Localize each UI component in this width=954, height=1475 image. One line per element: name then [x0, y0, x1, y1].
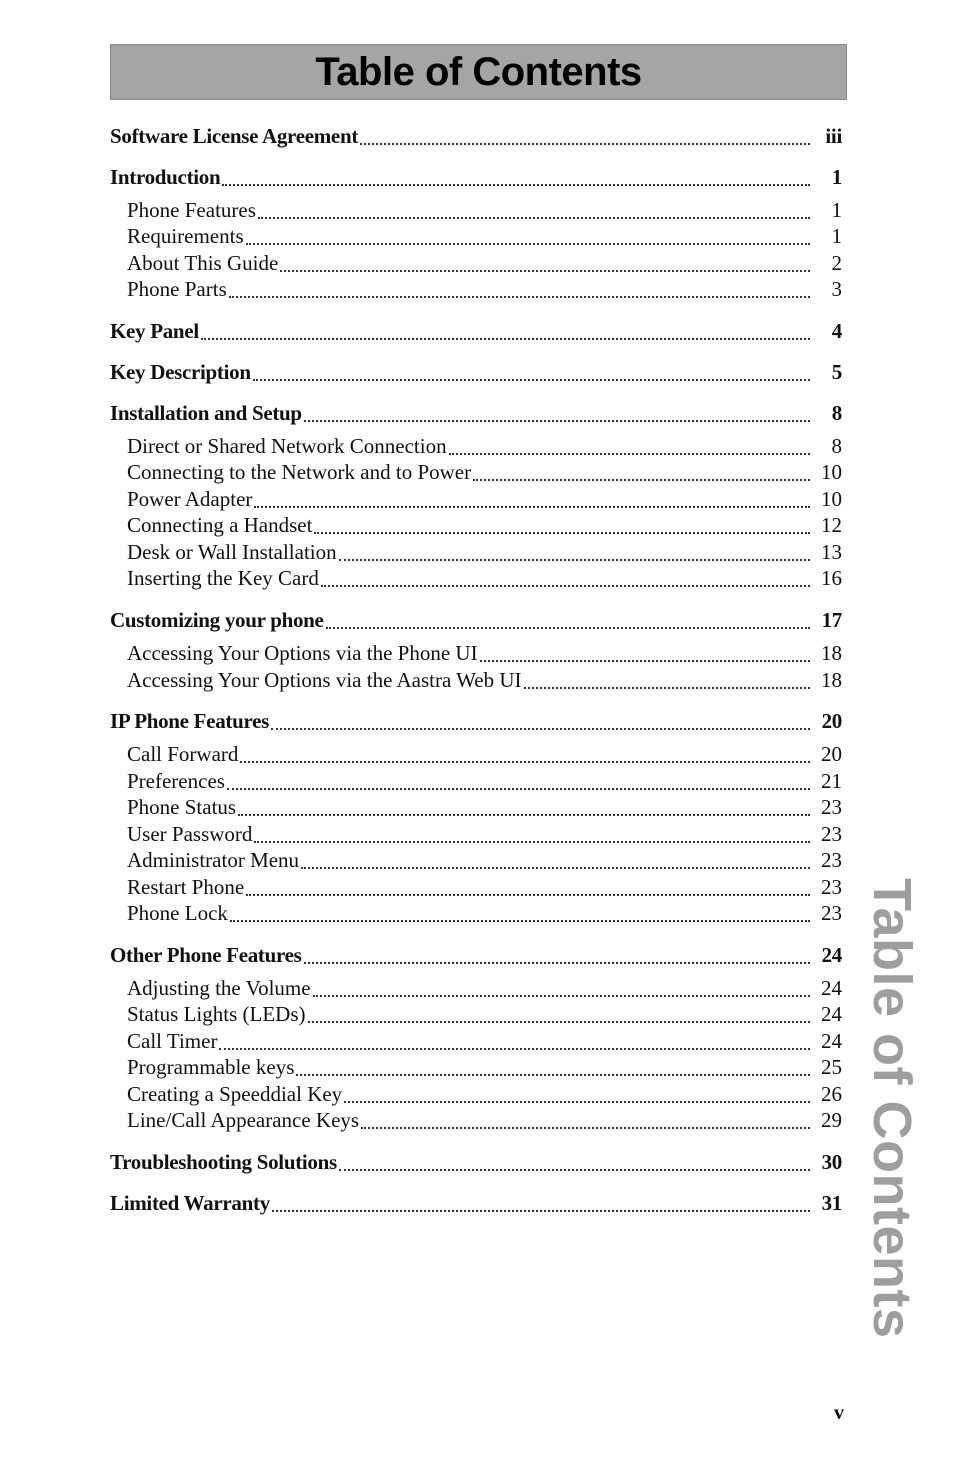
toc-entry-page: 18: [812, 668, 842, 693]
dot-leader: [344, 1101, 810, 1103]
toc-entry-page: 8: [812, 401, 842, 426]
dot-leader: [254, 841, 810, 843]
toc-entry-label: Limited Warranty: [110, 1191, 270, 1215]
toc-entry-page: 20: [812, 742, 842, 767]
toc-entry-label: Customizing your phone: [110, 608, 324, 632]
toc-entry-page: 2: [812, 251, 842, 276]
toc-entry-label: Phone Lock: [127, 901, 228, 925]
toc-entry-page: 23: [812, 795, 842, 820]
toc-entry-label: Power Adapter: [127, 487, 253, 511]
toc-entry: [110, 1002, 842, 1030]
toc-entry-label: Phone Features: [127, 198, 256, 222]
toc-entry-label: Administrator Menu: [127, 848, 300, 872]
dot-leader: [222, 184, 810, 186]
toc-entry-page: 26: [812, 1082, 842, 1107]
toc-entry: [110, 1108, 842, 1136]
toc-entry: [110, 1191, 842, 1219]
dot-leader: [360, 143, 810, 145]
toc-entry-label: Accessing Your Options via the Phone UI: [127, 641, 478, 665]
dot-leader: [230, 920, 810, 922]
dot-leader: [253, 379, 810, 381]
dot-leader: [361, 1127, 810, 1129]
toc-entry-label: Programmable keys: [127, 1055, 295, 1079]
toc-entry-page: 5: [812, 360, 842, 385]
toc-entry-page: 29: [812, 1108, 842, 1133]
toc-entry-page: 23: [812, 822, 842, 847]
toc-entry: [110, 277, 842, 305]
dot-leader: [219, 1048, 810, 1050]
toc-entry-label: Call Forward: [127, 742, 239, 766]
dot-leader: [201, 338, 810, 340]
toc-entry: [110, 742, 842, 770]
page-number: v: [834, 1402, 844, 1424]
toc-entry-label: Adjusting the Volume: [127, 976, 311, 1000]
toc-entry-page: 8: [812, 434, 842, 459]
toc-entry-page: 20: [812, 709, 842, 734]
dot-leader: [308, 1021, 811, 1023]
toc-entry: [110, 641, 842, 669]
toc-entry: [110, 360, 842, 388]
toc-entry-label: Preferences: [127, 769, 225, 793]
toc-entry: [110, 709, 842, 737]
toc-entry: [110, 608, 842, 636]
toc-entry-page: 12: [812, 513, 842, 538]
toc-entry-page: 1: [812, 224, 842, 249]
toc-entry: [110, 319, 842, 347]
toc-entry: [110, 251, 842, 279]
toc-entry-label: Key Panel: [110, 319, 199, 343]
toc-entry-page: 13: [812, 540, 842, 565]
dot-leader: [326, 627, 810, 629]
toc-entry: [110, 822, 842, 850]
toc-entry-page: 30: [812, 1150, 842, 1175]
dot-leader: [339, 1169, 810, 1171]
side-tab-label: Table of Contents: [862, 878, 922, 1339]
toc-entry: [110, 434, 842, 462]
toc-entry: [110, 401, 842, 429]
toc-entry: [110, 1082, 842, 1110]
toc-entry-label: Line/Call Appearance Keys: [127, 1108, 360, 1132]
toc-entry: [110, 513, 842, 541]
side-tab: [862, 878, 922, 1354]
dot-leader: [449, 453, 810, 455]
toc-entry: [110, 540, 842, 568]
toc-entry-label: Direct or Shared Network Connection: [127, 434, 447, 458]
toc-entry-page: 10: [812, 487, 842, 512]
toc-entry-page: 10: [812, 460, 842, 485]
dot-leader: [301, 867, 810, 869]
toc-entry: [110, 875, 842, 903]
toc-entry-label: Creating a Speeddial Key: [127, 1082, 343, 1106]
dot-leader: [314, 532, 810, 534]
dot-leader: [254, 506, 810, 508]
toc-entry-label: Software License Agreement: [110, 124, 359, 148]
toc-entry: [110, 1029, 842, 1057]
toc-entry-label: Phone Parts: [127, 277, 227, 301]
toc-entry-page: 23: [812, 875, 842, 900]
toc-entry-page: 24: [812, 1029, 842, 1054]
toc-entry-page: 18: [812, 641, 842, 666]
dot-leader: [238, 814, 810, 816]
toc-entry-page: 24: [812, 1002, 842, 1027]
toc-entry-label: Requirements: [127, 224, 244, 248]
dot-leader: [272, 1210, 810, 1212]
toc-entry: [110, 795, 842, 823]
toc-entry-label: Inserting the Key Card: [127, 566, 319, 590]
dot-leader: [304, 420, 810, 422]
toc-entry: [110, 165, 842, 193]
toc-entry-label: Other Phone Features: [110, 943, 302, 967]
toc-entry-label: Installation and Setup: [110, 401, 302, 425]
dot-leader: [280, 270, 810, 272]
dot-leader: [229, 296, 810, 298]
dot-leader: [304, 962, 810, 964]
toc-entry: [110, 848, 842, 876]
toc-entry-page: 23: [812, 848, 842, 873]
toc-entry: [110, 769, 842, 797]
toc-entry-page: 3: [812, 277, 842, 302]
dot-leader: [296, 1074, 810, 1076]
toc-entry-label: Restart Phone: [127, 875, 245, 899]
toc-entry: [110, 1150, 842, 1178]
dot-leader: [258, 217, 810, 219]
toc-entry-page: 31: [812, 1191, 842, 1216]
toc-entry: [110, 943, 842, 971]
toc-entry-label: Status Lights (LEDs): [127, 1002, 306, 1026]
toc-entry-label: User Password: [127, 822, 253, 846]
dot-leader: [321, 585, 810, 587]
toc-entry: [110, 124, 842, 152]
toc-entry-label: Connecting a Handset: [127, 513, 313, 537]
toc-entry-page: 24: [812, 943, 842, 968]
toc-entry-label: Call Timer: [127, 1029, 218, 1053]
toc-entry-page: 4: [812, 319, 842, 344]
toc-entry-page: 1: [812, 165, 842, 190]
toc-entry-label: Desk or Wall Installation: [127, 540, 337, 564]
toc-entry-page: 1: [812, 198, 842, 223]
toc-entry: [110, 668, 842, 696]
toc-entry-label: Connecting to the Network and to Power: [127, 460, 472, 484]
toc-entry: [110, 460, 842, 488]
toc-entry-page: 16: [812, 566, 842, 591]
toc-entry: [110, 487, 842, 515]
toc-entry-page: 23: [812, 901, 842, 926]
dot-leader: [246, 243, 810, 245]
toc-entry: [110, 224, 842, 252]
dot-leader: [271, 728, 810, 730]
toc-entry-label: Phone Status: [127, 795, 237, 819]
toc-entry-label: Key Description: [110, 360, 251, 384]
toc-entry: [110, 566, 842, 594]
toc-entry-page: iii: [812, 124, 842, 149]
toc-entry-label: Troubleshooting Solutions: [110, 1150, 337, 1174]
dot-leader: [339, 559, 810, 561]
toc-entry: [110, 901, 842, 929]
toc-entry-page: 17: [812, 608, 842, 633]
toc-entry: [110, 976, 842, 1004]
dot-leader: [240, 761, 810, 763]
dot-leader: [480, 660, 810, 662]
toc-entry-page: 24: [812, 976, 842, 1001]
dot-leader: [227, 788, 810, 790]
dot-leader: [524, 687, 810, 689]
toc-entry-page: 21: [812, 769, 842, 794]
toc-entry: [110, 1055, 842, 1083]
toc-entry: [110, 198, 842, 226]
toc-entry-label: Accessing Your Options via the Aastra Web UI: [127, 668, 522, 692]
toc-entry-label: Introduction: [110, 165, 221, 189]
title-banner: [110, 44, 847, 100]
dot-leader: [473, 479, 810, 481]
dot-leader: [313, 995, 810, 997]
toc-entry-label: About This Guide: [127, 251, 279, 275]
toc-entry-page: 25: [812, 1055, 842, 1080]
page-title: Table of Contents: [315, 50, 642, 94]
toc-entry-label: IP Phone Features: [110, 709, 270, 733]
dot-leader: [246, 894, 810, 896]
